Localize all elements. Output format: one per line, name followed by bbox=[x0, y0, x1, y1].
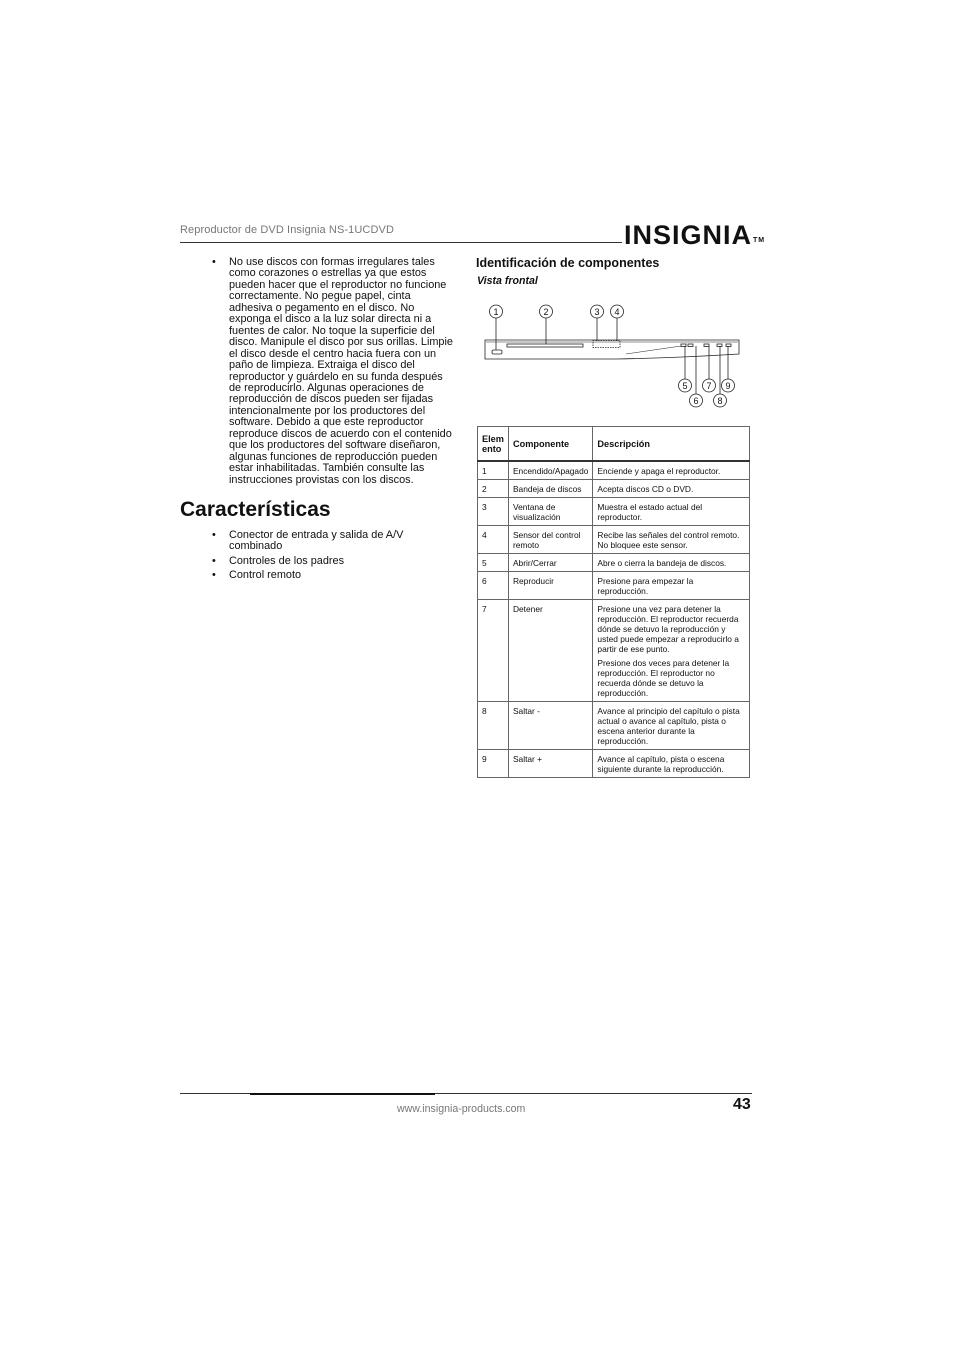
description-text: Acepta discos CD o DVD. bbox=[597, 484, 694, 494]
logo-trademark: TM bbox=[753, 237, 766, 244]
table-row bbox=[478, 498, 750, 526]
row-number: 5 bbox=[478, 554, 509, 572]
display-window-shape bbox=[593, 341, 620, 348]
row-description bbox=[593, 750, 750, 778]
skip-plus-button-shape bbox=[726, 344, 731, 347]
row-number: 1 bbox=[478, 461, 509, 480]
row-component: Detener bbox=[508, 600, 592, 702]
row-component: Ventana de visualización bbox=[508, 498, 592, 526]
callout-label-5: 5 bbox=[682, 381, 688, 391]
stop-button-shape bbox=[704, 344, 709, 347]
row-component: Bandeja de discos bbox=[508, 480, 592, 498]
skip-minus-button-shape bbox=[717, 344, 722, 347]
description-text: Avance al principio del capítulo o pista actual o avance al capítulo, pista o escena anterior durante la reproducción. bbox=[597, 706, 740, 746]
table-row bbox=[478, 554, 750, 572]
row-number: 8 bbox=[478, 702, 509, 750]
row-component: Saltar + bbox=[508, 750, 592, 778]
row-description bbox=[593, 526, 750, 554]
play-button-shape bbox=[688, 344, 693, 347]
description-text: Muestra el estado actual del reproductor. bbox=[597, 502, 703, 522]
table-row bbox=[478, 461, 750, 480]
feature-item: • Control remoto bbox=[212, 570, 457, 581]
row-number: 4 bbox=[478, 526, 509, 554]
disc-tray-shape bbox=[507, 344, 583, 347]
disc-care-bullet: • No use discos con formas irregulares tales como corazones o estrellas ya que estos pueden hacer que el reproductor no funcione correctamente. No pegue papel, cinta adhesiva o pegamento en el disco. No exponga el disco a la luz solar directa ni a fuentes de calor. No toque la superficie del disco. Manipule el disco por sus orillas. Limpie el disco desde el centro hacia fuera con un paño de limpieza. Extraiga el disco del reproductor y guárdelo en su funda después de reproducirlo. Algunas operaciones de reproducción de discos pueden ser fijadas intencionalmente por los productores del software. Debido a que este reproductor reproduce discos de acuerdo con el contenido que los productores del software diseñaron, algunas funciones de reproducción pueden estar inhabilitadas. También consulte las instrucciones provistas con los discos. bbox=[212, 257, 457, 486]
table-row bbox=[478, 702, 750, 750]
callout-label-4: 4 bbox=[614, 307, 620, 317]
table-row bbox=[478, 750, 750, 778]
table-row bbox=[478, 572, 750, 600]
row-description bbox=[593, 461, 750, 480]
callout-label-3: 3 bbox=[594, 307, 600, 317]
row-component: Encendido/Apagado bbox=[508, 461, 592, 480]
components-heading: Identificación de componentes bbox=[476, 256, 660, 270]
callout-label-8: 8 bbox=[717, 396, 723, 406]
features-list bbox=[212, 530, 457, 585]
row-component: Abrir/Cerrar bbox=[508, 554, 592, 572]
row-description bbox=[593, 498, 750, 526]
running-header: Reproductor de DVD Insignia NS-1UCDVD bbox=[180, 224, 395, 236]
row-description bbox=[593, 480, 750, 498]
row-component: Saltar - bbox=[508, 702, 592, 750]
header-description: Descripción bbox=[593, 427, 750, 462]
callout-label-9: 9 bbox=[725, 381, 731, 391]
power-button-shape bbox=[492, 350, 502, 354]
player-body bbox=[485, 340, 739, 359]
feature-item: • Conector de entrada y salida de A/V combinado bbox=[212, 530, 457, 553]
table-header-row bbox=[478, 427, 750, 462]
description-text: Enciende y apaga el reproductor. bbox=[597, 466, 721, 476]
header-rule bbox=[180, 242, 622, 243]
table-row bbox=[478, 526, 750, 554]
description-text: Presione dos veces para detener la reproducción. El reproductor no recuerda dónde se detuvo la reproducción. bbox=[597, 658, 730, 698]
insignia-logo bbox=[624, 220, 765, 250]
row-description bbox=[593, 702, 750, 750]
logo-text: INSIGNIA bbox=[624, 220, 753, 250]
row-number: 6 bbox=[478, 572, 509, 600]
row-description bbox=[593, 554, 750, 572]
features-heading: Características bbox=[180, 498, 331, 521]
row-number: 9 bbox=[478, 750, 509, 778]
disc-care-section bbox=[212, 257, 457, 489]
row-description bbox=[593, 600, 750, 702]
callout-label-1: 1 bbox=[493, 307, 499, 317]
front-view-subheading: Vista frontal bbox=[477, 275, 538, 287]
header-component: Componente bbox=[508, 427, 592, 462]
footer-url: www.insignia-products.com bbox=[397, 1103, 526, 1115]
table-row bbox=[478, 480, 750, 498]
callout-label-6: 6 bbox=[693, 396, 699, 406]
description-text: Presione para empezar la reproducción. bbox=[597, 576, 694, 596]
callout-label-7: 7 bbox=[706, 381, 712, 391]
description-text: Recibe las señales del control remoto. No bloquee este sensor. bbox=[597, 530, 740, 550]
callout-label-2: 2 bbox=[543, 307, 549, 317]
description-text: Abre o cierra la bandeja de discos. bbox=[597, 558, 727, 568]
components-table bbox=[477, 426, 750, 778]
row-description bbox=[593, 572, 750, 600]
row-number: 2 bbox=[478, 480, 509, 498]
row-number: 7 bbox=[478, 600, 509, 702]
row-component: Reproducir bbox=[508, 572, 592, 600]
footer-rule-accent bbox=[250, 1093, 435, 1095]
feature-item: • Controles de los padres bbox=[212, 556, 457, 567]
row-number: 3 bbox=[478, 498, 509, 526]
description-text: Avance al capítulo, pista o escena siguiente durante la reproducción. bbox=[597, 754, 725, 774]
page-number: 43 bbox=[733, 1096, 751, 1113]
row-component: Sensor del control remoto bbox=[508, 526, 592, 554]
table-row bbox=[478, 600, 750, 702]
description-text: Presione una vez para detener la reproducción. El reproductor recuerda dónde se detuvo la reproducción y usted puede empezar a reproducirlo a partir de ese punto. bbox=[597, 604, 739, 654]
front-panel-diagram bbox=[476, 298, 746, 410]
header-element: Elem ento bbox=[478, 427, 509, 462]
